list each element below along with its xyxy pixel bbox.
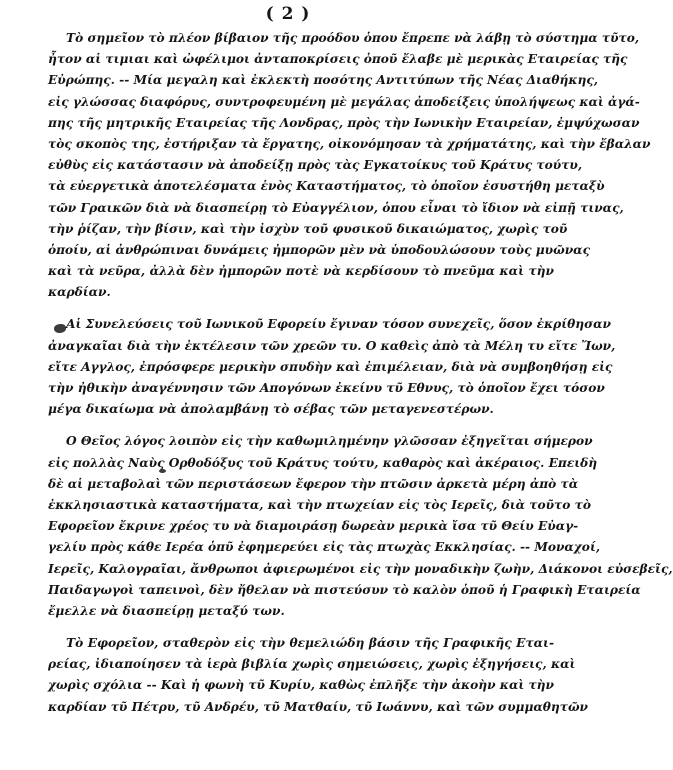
text-line: τὸς σκοπὸς της, ἐστήριξαν τὰ ἔργατης, οἰκονόμησαν τὰ χρήματάτης, καὶ τὴν ἔβαλαν (48, 136, 651, 151)
text-line: πης τῆς μητρικῆς Εταιρείας τῆς Λονδρας, πρὸς τὴν Ιωνικὴν Εταιρείαν, ἐμψύχωσαν (48, 115, 640, 130)
paragraph-2 (48, 314, 616, 420)
text-line: εἰς πολλὰς Ναὺς Ορθοδόξυς τοῦ Κράτυς τούτυ, καθαρὸς καὶ ἀκέραιος. Επειδὴ (48, 455, 598, 470)
text-line: εἰς γλώσσας διαφόρυς, συντροφευμένη μὲ μεγάλας ἀποδείξεις ὑπολήψεως καὶ ἀγά- (48, 94, 640, 109)
text-line: εὐθὺς εἰς κατάστασιν νὰ ἀποδείξῃ πρὸς τὰς Εγκατοίκυς τοῦ Κράτυς τούτυ, (48, 158, 583, 173)
text-line: ἦτον αἱ τιμιαι καὶ ὠφέλιμοι ἀνταποκρίσεις ὁποῦ ἔλαβε μὲ μερικὰς Εταιρείας τῆς (48, 52, 628, 67)
text-line: Ιερεῖς, Καλογραῖαι, ἄνθρωποι ἀφιερωμένοι εἰς τὴν μοναδικὴν ζωὴν, Διάκονοι εὐσεβεῖς, (48, 561, 673, 576)
text-line: τὰ εὐεργετικὰ ἀποτελέσματα ἑνὸς Καταστήματος, τὸ ὁποῖον ἐσυστήθη μεταξὺ (48, 179, 605, 194)
text-line: Τὸ Εφορεῖον, σταθερὸν εἰς τὴν θεμελιώδη βάσιν τῆς Γραφικῆς Εται- (66, 636, 554, 651)
text-line: εἴτε Αγγλος, ἐπρόσφερε μερικὴν σπυδὴν καὶ ἐπιμέλειαν, διὰ νὰ συμβοηθήσῃ εἰς (48, 359, 613, 374)
text-line: χωρὶς σχόλια -- Καὶ ἡ φωνὴ τῦ Κυρίυ, καθὼς ἐπλῆξε τὴν ἀκοὴν καὶ τὴν (48, 678, 554, 693)
text-line: τῶν Γραικῶν διὰ νὰ διασπείρῃ τὸ Εὐαγγέλιον, ὁπου εἶναι τὸ ἴδιον νὰ εἰπῇ τινας, (48, 200, 624, 215)
paragraph-gap (48, 622, 554, 633)
text-line: ἐκκλησιαστικὰ καταστήματα, καὶ τὴν πτωχείαν εἰς τὸς Ιερεῖς, διὰ τοῦτο τὸ (48, 497, 591, 512)
text-line: δὲ αἱ μεταβολαὶ τῶν περιστάσεων ἔφερον τὴν πτῶσιν ἀρκετὰ μέρη ἀπὸ τὰ (48, 476, 579, 491)
text-line: ὁποίυ, αἱ ἀνθρώπιναι δυνάμεις ἠμπορῶν μὲν νὰ ὑποδουλώσουν τοὺς μυῶνας (48, 242, 590, 257)
body-text (48, 28, 673, 718)
text-line: καὶ τὰ νεῦρα, ἀλλὰ δὲν ἠμπορῶν ποτὲ νὰ κερδίσουν τὸ πνεῦμα καὶ τὴν (48, 264, 554, 279)
text-line: τὴν ῥίζαν, τὴν βίσιν, καὶ τὴν ἰσχὺν τοῦ φυσικοῦ δικαιώματος, χωρὶς τοῦ (48, 221, 568, 236)
text-line: ἔμελλε νὰ διασπείρῃ μεταξύ των. (48, 603, 285, 618)
text-line: καρδίαν τῦ Πέτρυ, τῦ Ανδρέυ, τῦ Ματθαίυ, τῦ Ιωάννυ, καὶ τῶν συμμαθητῶν (48, 699, 589, 714)
text-line: Παιδαγωγοὶ ταπεινοὶ, δὲν ἤθελαν νὰ πιστεύσυν τὸ καλὸν ὁποῦ ἡ Γραφικὴ Εταιρεία (48, 582, 641, 597)
text-line: Εὐρώπης. -- Μία μεγαλη καὶ ἐκλεκτὴ ποσότης Αντιτύπων τῆς Νέας Διαθήκης, (48, 73, 598, 88)
text-line: Ο Θεῖος λόγος λοιπὸν εἰς τὴν καθωμιλημένην γλῶσσαν ἐξηγεῖται σήμερον (66, 434, 593, 449)
paragraph-gap (48, 303, 554, 314)
text-line: γελίυ πρὸς κάθε Ιερέα ὁπῦ ἐφημερεύει εἰς τὰς πτωχὰς Εκκλησίας. -- Μοναχοί, (48, 540, 601, 555)
paragraph-3 (48, 431, 673, 622)
page-number: ( 2 ) (265, 4, 311, 24)
text-line: καρδίαν. (48, 285, 111, 300)
text-line: μέγα δικαίωμα νὰ ἀπολαμβάνῃ τὸ σέβας τῶν μεταγενεστέρων. (48, 402, 494, 417)
text-line: Εφορεῖον ἔκρινε χρέος τυ νὰ διαμοιράσῃ δωρεὰν μερικὰ ἴσα τῦ Θείυ Εὐαγ- (48, 519, 579, 534)
text-line: Τὸ σημεῖον τὸ πλέον βίβαιον τῆς προόδου ὁπου ἔπρεπε νὰ λάβῃ τὸ σύστημα τῦτο, (66, 31, 640, 45)
paragraph-4 (48, 633, 589, 718)
text-line: Αἱ Συνελεύσεις τοῦ Ιωνικοῦ Εφορείυ ἔγιναν τόσον συνεχεῖς, ὅσον ἐκρίθησαν (66, 317, 611, 332)
paragraph-gap (48, 420, 554, 431)
text-line: τὴν ἠθικὴν ἀναγέννησιν τῶν Απογόνων ἐκείνυ τῦ Εθνυς, τὸ ὁποῖον ἔχει τόσον (48, 381, 605, 395)
text-line: ἀναγκαῖαι διὰ τὴν ἐκτέλεσιν τῶν χρεῶν τυ. Ο καθεὶς ἀπὸ τὰ Μέλη τυ εἴτε Ἴων, (48, 338, 616, 353)
paragraph-1 (48, 28, 651, 303)
text-line: ρείας, ἰδιαποίησεν τὰ ἱερὰ βιβλία χωρὶς σημειώσεις, χωρὶς ἐξηγήσεις, καὶ (48, 657, 576, 672)
